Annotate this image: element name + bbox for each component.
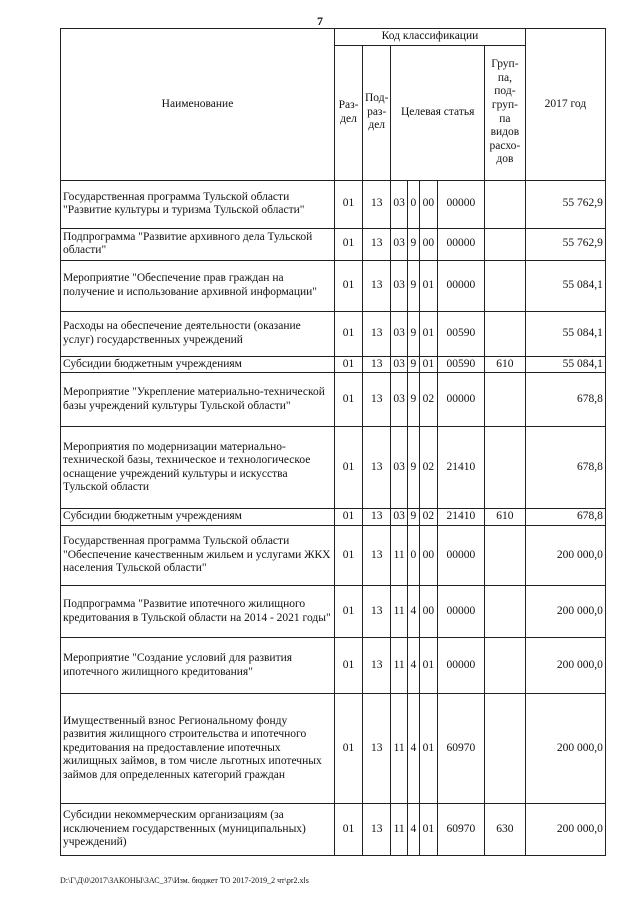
row-target-event: 00 bbox=[419, 180, 437, 228]
row-target-direction: 00000 bbox=[437, 373, 484, 427]
row-amount: 200 000,0 bbox=[525, 526, 605, 586]
row-name: Мероприятие "Обеспечение прав граждан на получение и использование архивной информации" bbox=[61, 260, 335, 311]
row-target-subprogram: 9 bbox=[407, 373, 419, 427]
row-group bbox=[484, 373, 525, 427]
table-row bbox=[61, 373, 606, 427]
table-row bbox=[61, 180, 606, 228]
row-target-program: 03 bbox=[391, 427, 408, 509]
row-target-event: 02 bbox=[419, 509, 437, 526]
row-target-program: 11 bbox=[391, 526, 408, 586]
row-target-direction: 00000 bbox=[437, 260, 484, 311]
table-row bbox=[61, 260, 606, 311]
row-group bbox=[484, 638, 525, 694]
header-group: Груп- па, под- груп- па видов расхо- дов bbox=[484, 45, 525, 180]
row-target-direction: 60970 bbox=[437, 804, 484, 856]
row-target-subprogram: 4 bbox=[407, 694, 419, 804]
row-amount: 55 084,1 bbox=[525, 260, 605, 311]
row-name: Расходы на обеспечение деятельности (оказание услуг) государственных учреждений bbox=[61, 311, 335, 356]
row-podrazdel: 13 bbox=[363, 260, 391, 311]
row-target-direction: 00590 bbox=[437, 311, 484, 356]
row-razdel: 01 bbox=[335, 804, 363, 856]
row-group bbox=[484, 311, 525, 356]
row-target-event: 02 bbox=[419, 427, 437, 509]
row-amount: 55 762,9 bbox=[525, 180, 605, 228]
table-row bbox=[61, 638, 606, 694]
row-target-direction: 00590 bbox=[437, 356, 484, 373]
row-target-direction: 00000 bbox=[437, 180, 484, 228]
row-target-direction: 00000 bbox=[437, 526, 484, 586]
row-target-subprogram: 9 bbox=[407, 427, 419, 509]
header-year: 2017 год bbox=[525, 29, 605, 181]
row-group bbox=[484, 260, 525, 311]
row-razdel: 01 bbox=[335, 356, 363, 373]
row-target-program: 03 bbox=[391, 311, 408, 356]
table-row bbox=[61, 509, 606, 526]
table-row bbox=[61, 586, 606, 638]
row-podrazdel: 13 bbox=[363, 586, 391, 638]
row-target-subprogram: 9 bbox=[407, 311, 419, 356]
row-name: Подпрограмма "Развитие ипотечного жилищного кредитования в Тульской области на 2014 - 2021 годы" bbox=[61, 586, 335, 638]
table-row bbox=[61, 526, 606, 586]
row-target-direction: 00000 bbox=[437, 638, 484, 694]
row-name: Мероприятие "Создание условий для развития ипотечного жилищного кредитования" bbox=[61, 638, 335, 694]
row-target-subprogram: 9 bbox=[407, 509, 419, 526]
row-amount: 678,8 bbox=[525, 373, 605, 427]
row-target-direction: 21410 bbox=[437, 509, 484, 526]
row-group: 610 bbox=[484, 509, 525, 526]
row-amount: 200 000,0 bbox=[525, 804, 605, 856]
row-podrazdel: 13 bbox=[363, 356, 391, 373]
header-target: Целевая статья bbox=[391, 45, 485, 180]
row-podrazdel: 13 bbox=[363, 311, 391, 356]
row-amount: 678,8 bbox=[525, 509, 605, 526]
row-podrazdel: 13 bbox=[363, 427, 391, 509]
row-amount: 200 000,0 bbox=[525, 638, 605, 694]
row-target-event: 00 bbox=[419, 526, 437, 586]
row-podrazdel: 13 bbox=[363, 694, 391, 804]
row-target-subprogram: 9 bbox=[407, 228, 419, 260]
table-row bbox=[61, 356, 606, 373]
header-podrazdel: Под- раз- дел bbox=[363, 45, 391, 180]
row-razdel: 01 bbox=[335, 373, 363, 427]
row-target-event: 01 bbox=[419, 804, 437, 856]
row-target-program: 03 bbox=[391, 509, 408, 526]
page-number: 7 bbox=[317, 14, 323, 28]
row-target-direction: 00000 bbox=[437, 228, 484, 260]
row-group bbox=[484, 694, 525, 804]
row-podrazdel: 13 bbox=[363, 638, 391, 694]
row-name: Субсидии бюджетным учреждениям bbox=[61, 356, 335, 373]
row-group bbox=[484, 180, 525, 228]
row-target-program: 03 bbox=[391, 373, 408, 427]
row-target-subprogram: 9 bbox=[407, 356, 419, 373]
row-name: Субсидии некоммерческим организациям (за исключением государственных (муниципальных) учреждений) bbox=[61, 804, 335, 856]
row-group bbox=[484, 228, 525, 260]
row-razdel: 01 bbox=[335, 586, 363, 638]
row-razdel: 01 bbox=[335, 228, 363, 260]
row-target-direction: 60970 bbox=[437, 694, 484, 804]
row-amount: 55 084,1 bbox=[525, 356, 605, 373]
row-amount: 55 762,9 bbox=[525, 228, 605, 260]
row-name: Подпрограмма "Развитие архивного дела Тульской области" bbox=[61, 228, 335, 260]
row-target-subprogram: 4 bbox=[407, 586, 419, 638]
row-podrazdel: 13 bbox=[363, 373, 391, 427]
row-name: Мероприятия по модернизации материально-технической базы, техническое и технологическое оснащение учреждений культуры и искусства Тульской области bbox=[61, 427, 335, 509]
row-razdel: 01 bbox=[335, 427, 363, 509]
row-target-program: 11 bbox=[391, 638, 408, 694]
row-target-subprogram: 0 bbox=[407, 180, 419, 228]
budget-table bbox=[60, 28, 606, 856]
row-target-direction: 21410 bbox=[437, 427, 484, 509]
row-group bbox=[484, 427, 525, 509]
row-razdel: 01 bbox=[335, 311, 363, 356]
row-target-program: 11 bbox=[391, 804, 408, 856]
row-amount: 200 000,0 bbox=[525, 586, 605, 638]
row-group: 610 bbox=[484, 356, 525, 373]
row-razdel: 01 bbox=[335, 180, 363, 228]
row-target-event: 00 bbox=[419, 586, 437, 638]
row-name: Субсидии бюджетным учреждениям bbox=[61, 509, 335, 526]
row-razdel: 01 bbox=[335, 694, 363, 804]
row-razdel: 01 bbox=[335, 509, 363, 526]
row-target-program: 03 bbox=[391, 180, 408, 228]
row-group bbox=[484, 526, 525, 586]
row-razdel: 01 bbox=[335, 526, 363, 586]
row-target-subprogram: 9 bbox=[407, 260, 419, 311]
table-row bbox=[61, 804, 606, 856]
row-razdel: 01 bbox=[335, 260, 363, 311]
row-target-event: 01 bbox=[419, 694, 437, 804]
row-podrazdel: 13 bbox=[363, 180, 391, 228]
row-name: Мероприятие "Укрепление материально-технической базы учреждений культуры Тульской области" bbox=[61, 373, 335, 427]
row-target-program: 03 bbox=[391, 356, 408, 373]
row-podrazdel: 13 bbox=[363, 509, 391, 526]
table-row bbox=[61, 228, 606, 260]
table-row bbox=[61, 427, 606, 509]
row-podrazdel: 13 bbox=[363, 804, 391, 856]
row-amount: 55 084,1 bbox=[525, 311, 605, 356]
row-target-program: 11 bbox=[391, 586, 408, 638]
row-target-program: 03 bbox=[391, 260, 408, 311]
row-podrazdel: 13 bbox=[363, 228, 391, 260]
row-target-subprogram: 4 bbox=[407, 638, 419, 694]
row-amount: 678,8 bbox=[525, 427, 605, 509]
row-name: Государственная программа Тульской области "Обеспечение качественным жильем и услугами ЖКХ населения Тульской области" bbox=[61, 526, 335, 586]
row-target-subprogram: 0 bbox=[407, 526, 419, 586]
row-podrazdel: 13 bbox=[363, 526, 391, 586]
row-target-event: 00 bbox=[419, 228, 437, 260]
row-target-event: 01 bbox=[419, 638, 437, 694]
header-razdel: Раз- дел bbox=[335, 45, 363, 180]
row-amount: 200 000,0 bbox=[525, 694, 605, 804]
row-target-subprogram: 4 bbox=[407, 804, 419, 856]
row-group bbox=[484, 586, 525, 638]
row-target-event: 01 bbox=[419, 260, 437, 311]
row-target-event: 01 bbox=[419, 356, 437, 373]
row-name: Имущественный взнос Региональному фонду развития жилищного строительства и ипотечного кредитования на предоставление ипотечных жилищных займов, в том числе льготных ипотечных займов для определенных категорий граждан bbox=[61, 694, 335, 804]
table-row bbox=[61, 311, 606, 356]
row-name: Государственная программа Тульской области "Развитие культуры и туризма Тульской области" bbox=[61, 180, 335, 228]
header-code: Код классификации bbox=[335, 29, 526, 46]
table-row bbox=[61, 694, 606, 804]
row-target-program: 03 bbox=[391, 228, 408, 260]
file-path-footer: D:\Г\Д\0\2017\ЗАКОНЫ\ЗАС_37\Изм. бюджет ТО 2017-2019_2 чт\pr2.xls bbox=[60, 876, 309, 885]
row-target-event: 02 bbox=[419, 373, 437, 427]
row-target-direction: 00000 bbox=[437, 586, 484, 638]
row-target-program: 11 bbox=[391, 694, 408, 804]
table-header bbox=[61, 29, 606, 181]
row-razdel: 01 bbox=[335, 638, 363, 694]
row-group: 630 bbox=[484, 804, 525, 856]
header-name: Наименование bbox=[61, 29, 335, 181]
row-target-event: 01 bbox=[419, 311, 437, 356]
